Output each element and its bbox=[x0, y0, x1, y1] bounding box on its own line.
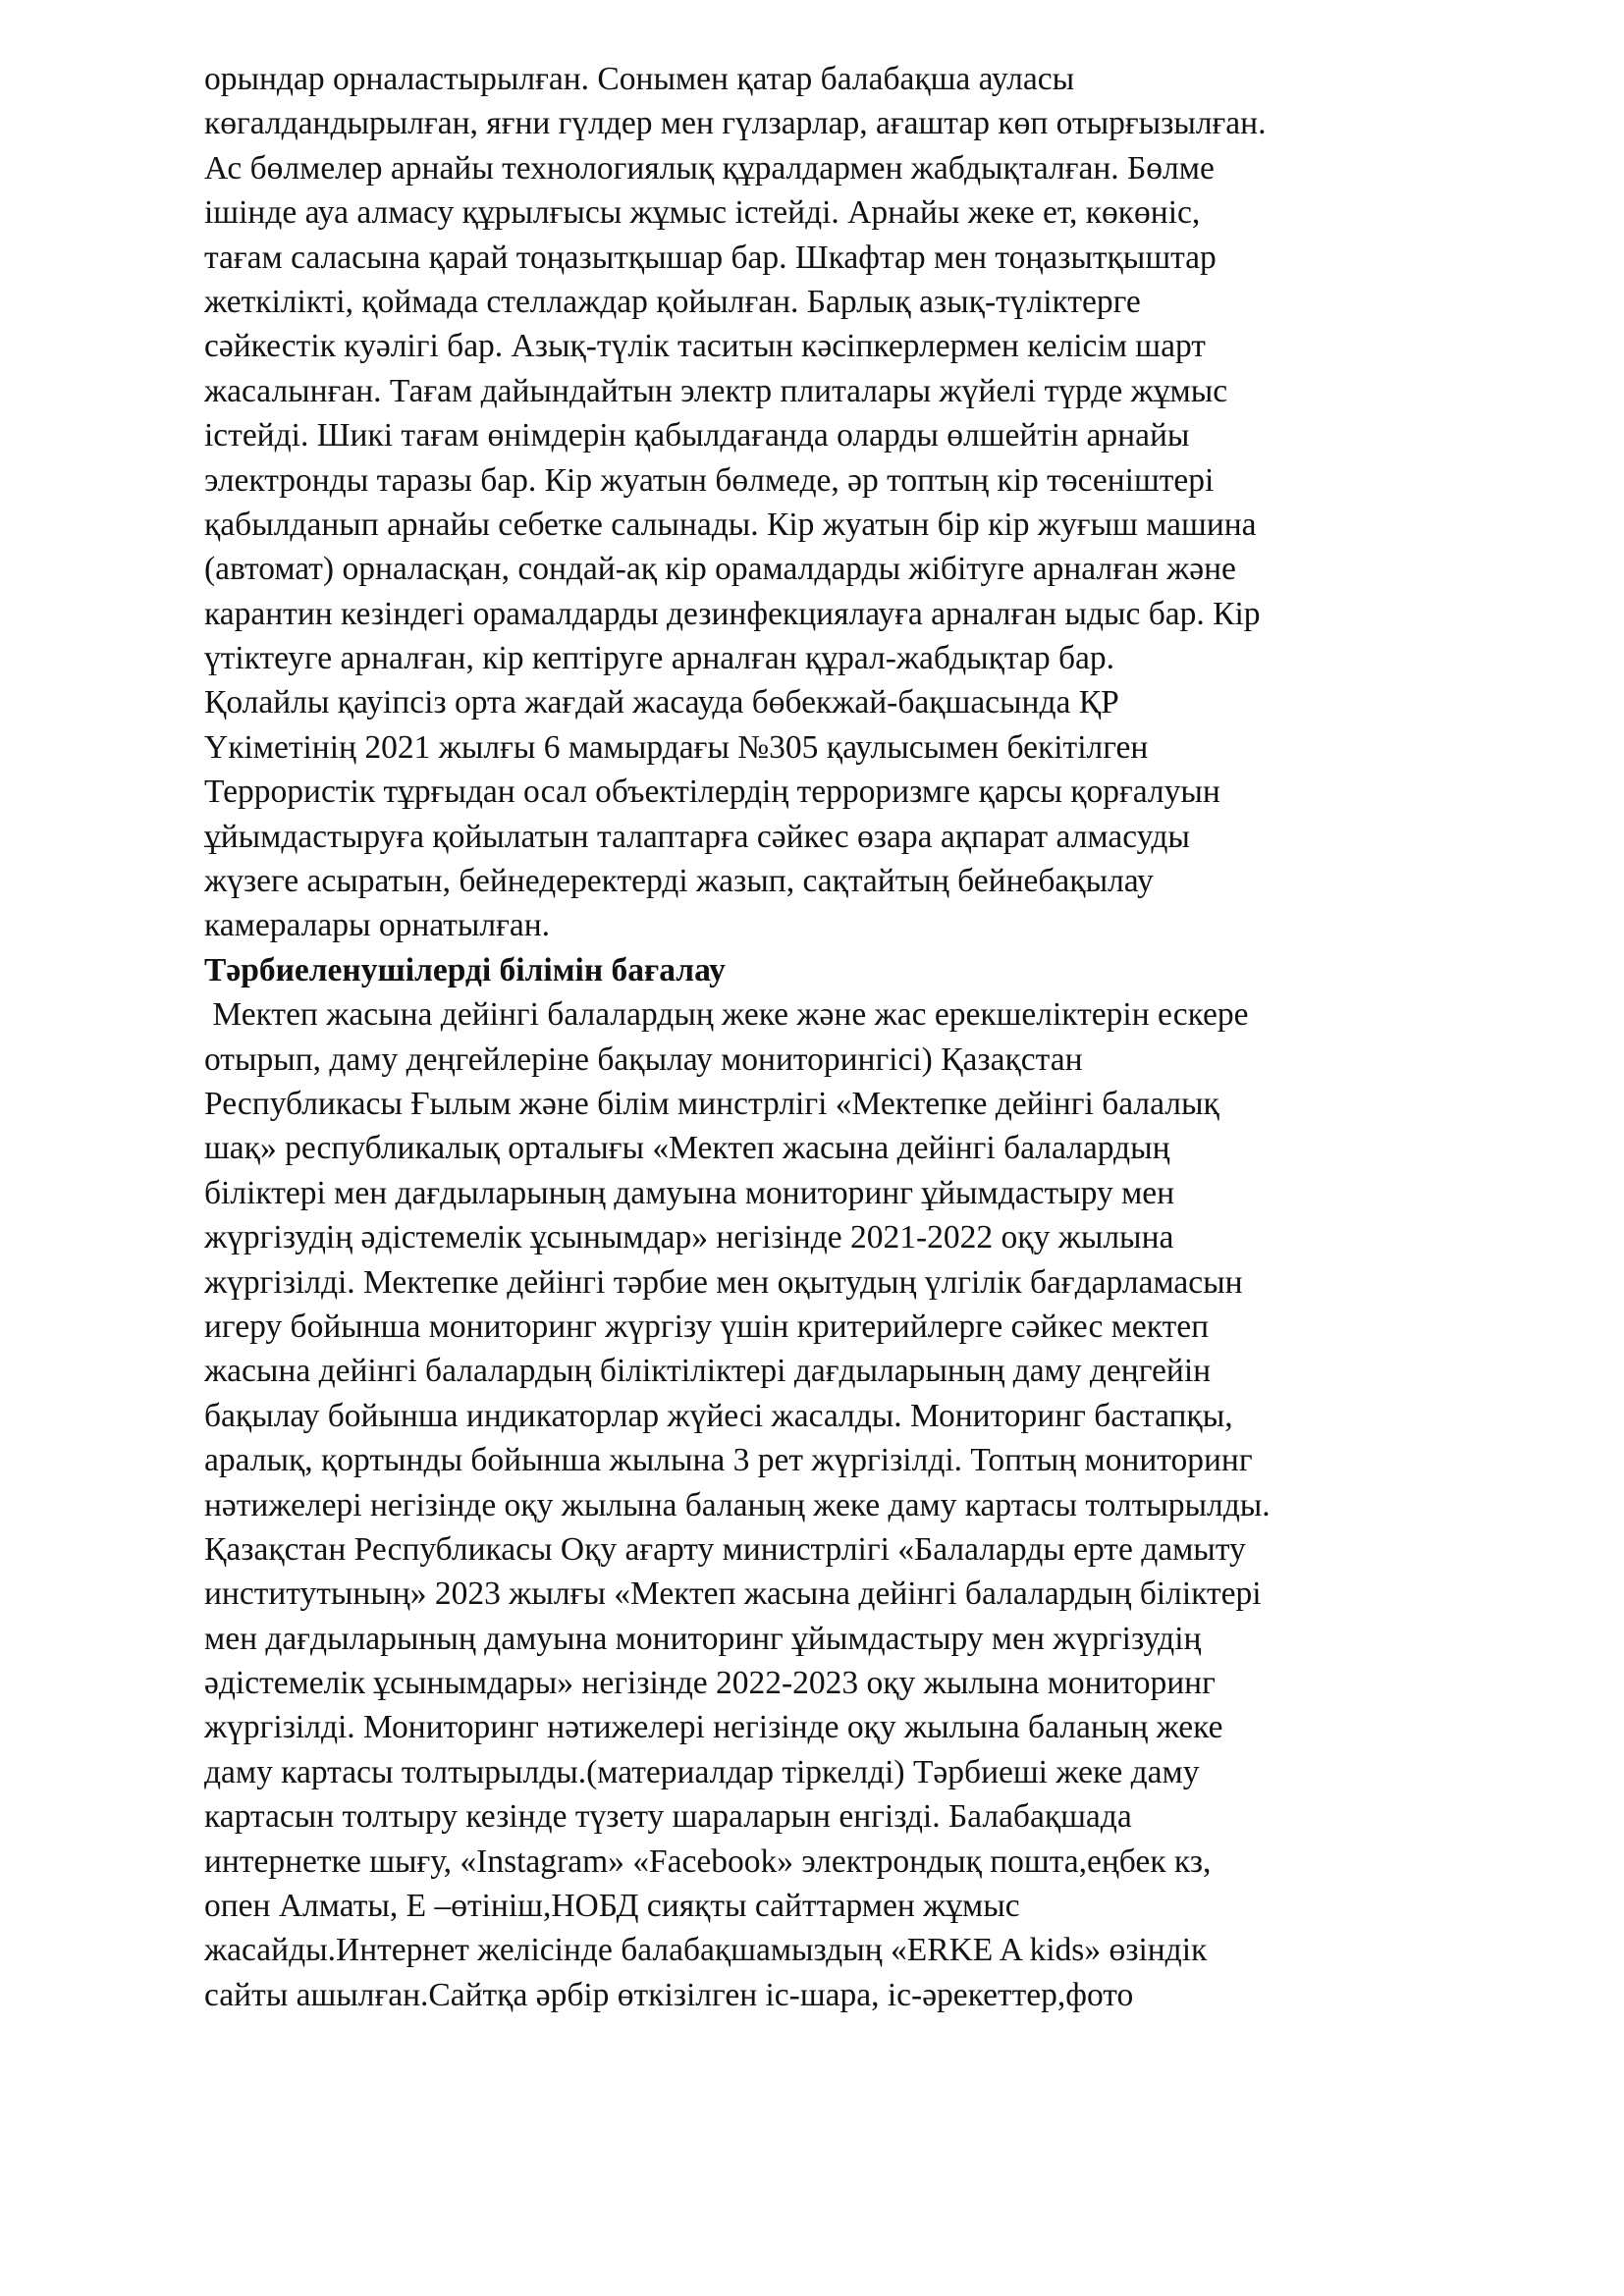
text-line: жүргізілді. Мектепке дейінгі тәрбие мен оқытудың үлгілік бағдарламасын bbox=[204, 1263, 1243, 1301]
text-line: аралық, қортынды бойынша жылына 3 рет жүргізілді. Топтың мониторинг bbox=[204, 1442, 1253, 1479]
text-line: камералары орнатылған. bbox=[204, 907, 551, 944]
text-line: ұйымдастыруға қойылатын талаптарға сәйкес өзара ақпарат алмасуды bbox=[204, 818, 1190, 855]
text-line: тағам саласына қарай тоңазытқышар бар. Шкафтар мен тоңазытқыштар bbox=[204, 239, 1217, 276]
text-line: игеру бойынша мониторинг жүргізу үшін критерийлерге сәйкес мектеп bbox=[204, 1308, 1210, 1345]
paragraph-facilities bbox=[204, 57, 1471, 948]
text-line: әдістемелік ұсынымдары» негізінде 2022-2023 оқу жылына мониторинг bbox=[204, 1665, 1216, 1702]
text-line: опен Алматы, Е –өтініш,НОБД сияқты сайттармен жұмыс bbox=[204, 1888, 1020, 1925]
text-line: бақылау бойынша индикаторлар жүйесі жасалды. Мониторинг бастапқы, bbox=[204, 1397, 1233, 1434]
text-line: отырып, даму деңгейлеріне бақылау мониторингісі) Қазақстан bbox=[204, 1041, 1083, 1078]
section-heading: Тәрбиеленушілерді білімін бағалау bbox=[204, 951, 726, 988]
text-line: картасын толтыру кезінде түзету шараларын енгізді. Балабақшада bbox=[204, 1798, 1132, 1836]
text-line: істейді. Шикі тағам өнімдерін қабылдағанда оларды өлшейтін арнайы bbox=[204, 417, 1190, 454]
text-line: даму картасы толтырылды.(материалдар тіркелді) Тәрбиеші жеке даму bbox=[204, 1753, 1200, 1790]
text-line: сайты ашылған.Сайтқа әрбір өткізілген іс-шара, іс-әрекеттер,фото bbox=[204, 1976, 1134, 2013]
text-line: жасайды.Интернет желісінде балабақшамыздың «ERKE A kids» өзіндік bbox=[204, 1932, 1208, 1969]
document-page bbox=[204, 57, 1471, 2017]
text-line: электронды таразы бар. Кір жуатын бөлмеде, әр топтың кір төсеніштері bbox=[204, 461, 1215, 499]
text-line: Қазақстан Республикасы Оқу ағарту министрлігі «Балаларды ерте дамыту bbox=[204, 1530, 1246, 1568]
text-line: біліктері мен дағдыларының дамуына мониторинг ұйымдастыру мен bbox=[204, 1174, 1175, 1211]
text-line: жүзеге асыратын, бейнедеректерді жазып, сақтайтың бейнебақылау bbox=[204, 863, 1154, 900]
text-line: жеткілікті, қоймада стеллаждар қойылған. Барлық азық-түліктерге bbox=[204, 283, 1141, 320]
text-line: институтының» 2023 жылғы «Мектеп жасына дейінгі балалардың біліктері bbox=[204, 1575, 1262, 1613]
text-line: Ас бөлмелер арнайы технологиялық құралдармен жабдықталған. Бөлме bbox=[204, 149, 1215, 187]
text-line: көгалдандырылған, яғни гүлдер мен гүлзарлар, ағаштар көп отырғызылған. bbox=[204, 105, 1267, 142]
text-line: жүргізудің әдістемелік ұсынымдар» негізінде 2021-2022 оқу жылына bbox=[204, 1219, 1174, 1256]
text-line: (автомат) орналасқан, сондай-ақ кір орамалдарды жібітуге арналған және bbox=[204, 551, 1236, 588]
text-line: карантин кезіндегі орамалдарды дезинфекциялауға арналған ыдыс бар. Кір bbox=[204, 595, 1261, 632]
text-line: жасына дейінгі балалардың біліктіліктері дағдыларының даму деңгейін bbox=[204, 1353, 1212, 1390]
text-line: қабылданып арнайы себетке салынады. Кір жуатын бір кір жуғыш машина bbox=[204, 506, 1257, 543]
text-line: шақ» республикалық орталығы «Мектеп жасына дейінгі балалардың bbox=[204, 1130, 1170, 1167]
text-line: Қолайлы қауіпсіз орта жағдай жасауда бөбекжай-бақшасында ҚР bbox=[204, 684, 1119, 721]
text-line: интернетке шығу, «Instagram» «Facebook» электрондық пошта,еңбек кз, bbox=[204, 1842, 1212, 1880]
text-line: мен дағдыларының дамуына мониторинг ұйымдастыру мен жүргізудің bbox=[204, 1620, 1202, 1657]
text-line: үтіктеуге арналған, кір кептіруге арналған құрал-жабдықтар бар. bbox=[204, 640, 1114, 677]
text-line: нәтижелері негізінде оқу жылына баланың жеке даму картасы толтырылды. bbox=[204, 1486, 1271, 1523]
text-line: жүргізілді. Мониторинг нәтижелері негізінде оқу жылына баланың жеке bbox=[204, 1709, 1223, 1746]
text-line: Террористік тұрғыдан осал объектілердің терроризмге қарсы қорғалуын bbox=[204, 774, 1220, 811]
paragraph-assessment bbox=[204, 992, 1471, 2017]
text-line: сәйкестік куәлігі бар. Азық-түлік таситын кәсіпкерлермен келісім шарт bbox=[204, 328, 1206, 365]
text-line: жасалынған. Тағам дайындайтын электр плиталары жүйелі түрде жұмыс bbox=[204, 372, 1228, 409]
text-line: орындар орналастырылған. Сонымен қатар балабақша ауласы bbox=[204, 61, 1075, 97]
text-line: ішінде ауа алмасу құрылғысы жұмыс істейді. Арнайы жеке ет, көкөніс, bbox=[204, 194, 1201, 232]
text-line: Мектеп жасына дейінгі балалардың жеке және жас ерекшеліктерін ескере bbox=[204, 996, 1249, 1034]
text-line: Республикасы Ғылым және білім минстрлігі «Мектепке дейінгі балалық bbox=[204, 1085, 1219, 1122]
text-line: Үкіметінің 2021 жылғы 6 мамырдағы №305 қаулысымен бекітілген bbox=[204, 728, 1149, 766]
